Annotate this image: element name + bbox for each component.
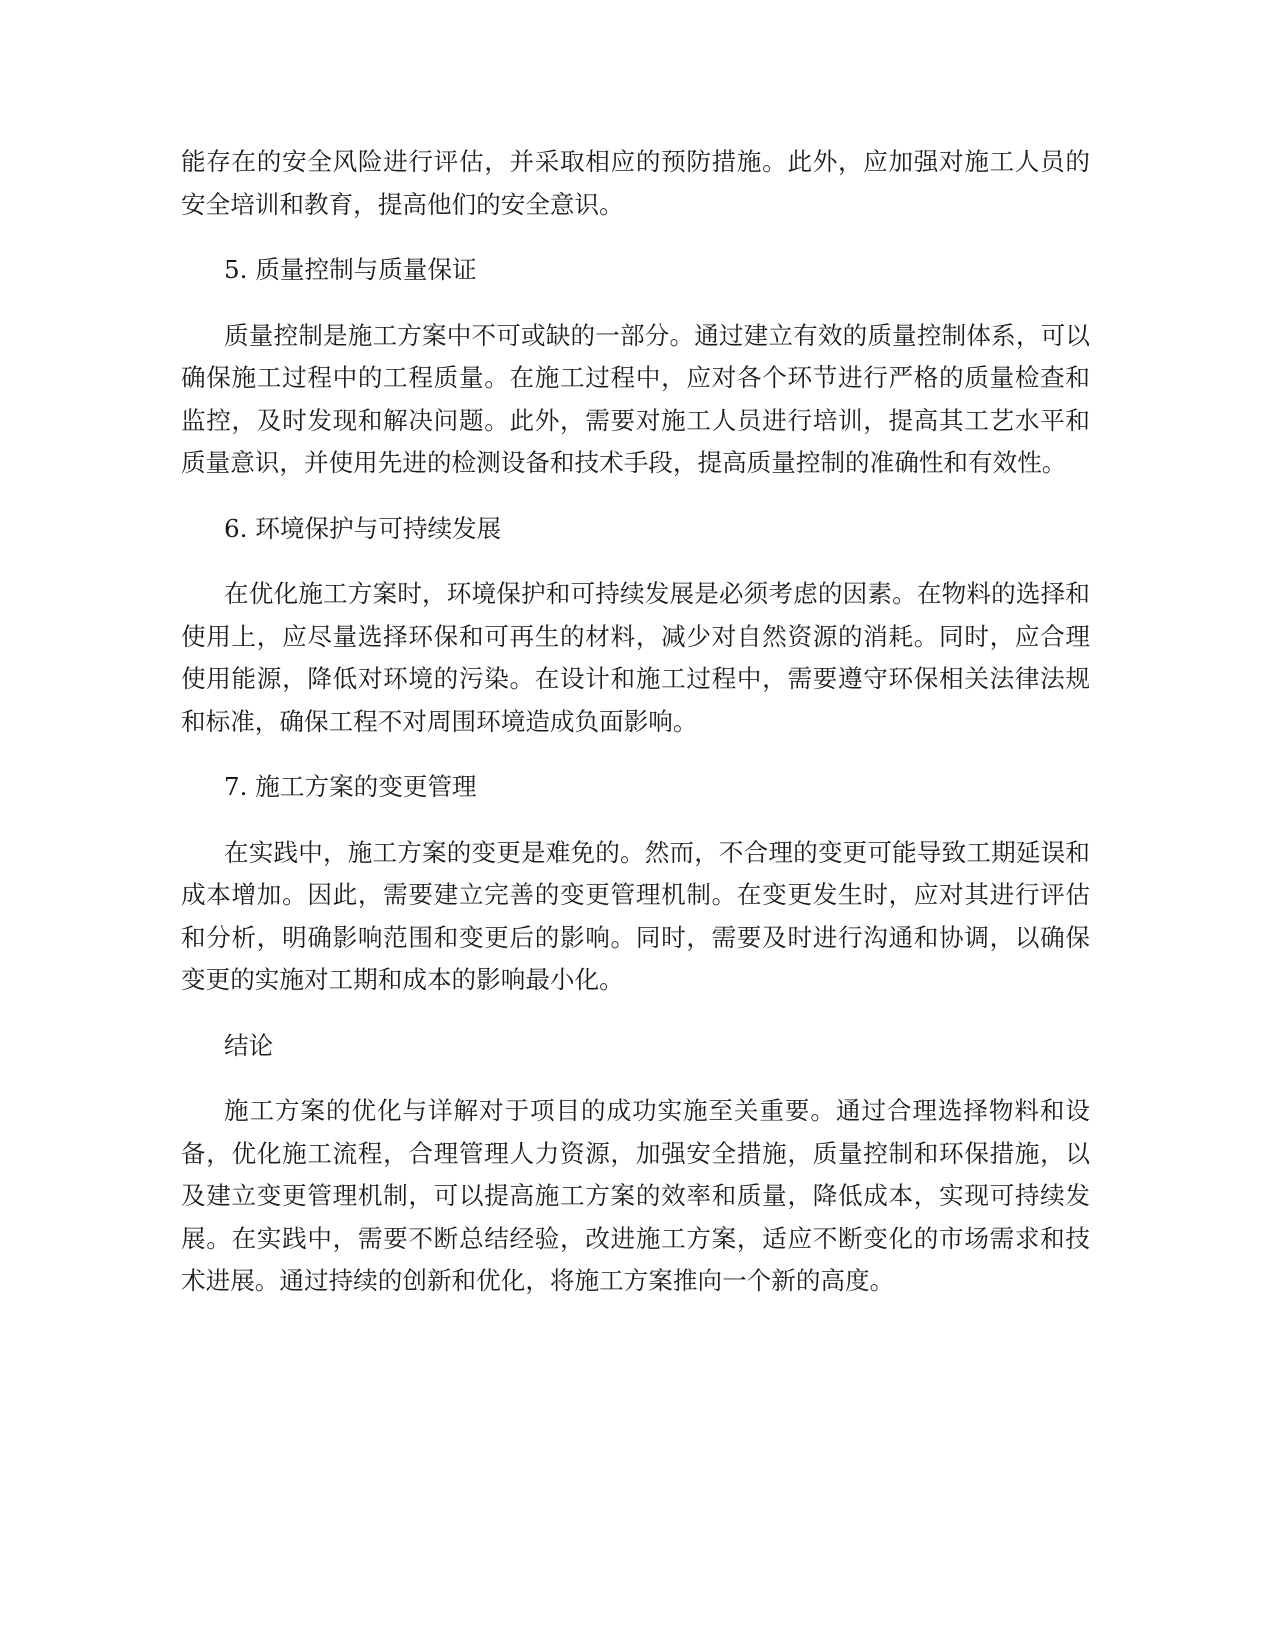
spacer	[181, 292, 1090, 315]
spacer	[181, 743, 1090, 766]
spacer	[181, 809, 1090, 832]
heading-environment: 6. 环境保护与可持续发展	[224, 513, 502, 543]
paragraph-change-management: 在实践中，施工方案的变更是难免的。然而，不合理的变更可能导致工期延误和成本增加。因此，需要建立完善的变更管理机制。在变更发生时，应对其进行评估和分析，明确影响范围和变更后的影响。同时，需要及时进行沟通和协调，以确保变更的实施对工期和成本的影响最小化。	[181, 837, 1090, 994]
spacer	[181, 226, 1090, 249]
paragraph-safety-continued: 能存在的安全风险进行评估，并采取相应的预防措施。此外，应加强对施工人员的安全培训和教育，提高他们的安全意识。	[181, 147, 1090, 219]
spacer	[181, 1067, 1090, 1090]
heading-quality-control: 5. 质量控制与质量保证	[224, 255, 477, 284]
spacer	[181, 485, 1090, 508]
paragraph-conclusion: 施工方案的优化与详解对于项目的成功实施至关重要。通过合理选择物料和设备，优化施工流程，合理管理人力资源，加强安全措施，质量控制和环保措施，以及建立变更管理机制，可以提高施工方案的效率和质量，降低成本，实现可持续发展。在实践中，需要不断总结经验，改进施工方案，适应不断变化的市场需求和技术进展。通过持续的创新和优化，将施工方案推向一个新的高度。	[181, 1096, 1090, 1295]
paragraph-quality-control: 质量控制是施工方案中不可或缺的一部分。通过建立有效的质量控制体系，可以确保施工过程中的工程质量。在施工过程中，应对各个环节进行严格的质量检查和监控，及时发现和解决问题。此外，需要对施工人员进行培训，提高其工艺水平和质量意识，并使用先进的检测设备和技术手段，提高质量控制的准确性和有效性。	[181, 320, 1090, 477]
spacer	[181, 1002, 1090, 1025]
heading-change-management: 7. 施工方案的变更管理	[224, 772, 477, 801]
heading-conclusion: 结论	[224, 1030, 274, 1060]
paragraph-environment: 在优化施工方案时，环境保护和可持续发展是必须考虑的因素。在物料的选择和使用上，应尽量选择环保和可再生的材料，减少对自然资源的消耗。同时，应合理使用能源，降低对环境的污染。在设计和施工过程中，需要遵守环保相关法律法规和标准，确保工程不对周围环境造成负面影响。	[181, 579, 1090, 736]
document-page	[181, 141, 1090, 1303]
spacer	[181, 550, 1090, 573]
